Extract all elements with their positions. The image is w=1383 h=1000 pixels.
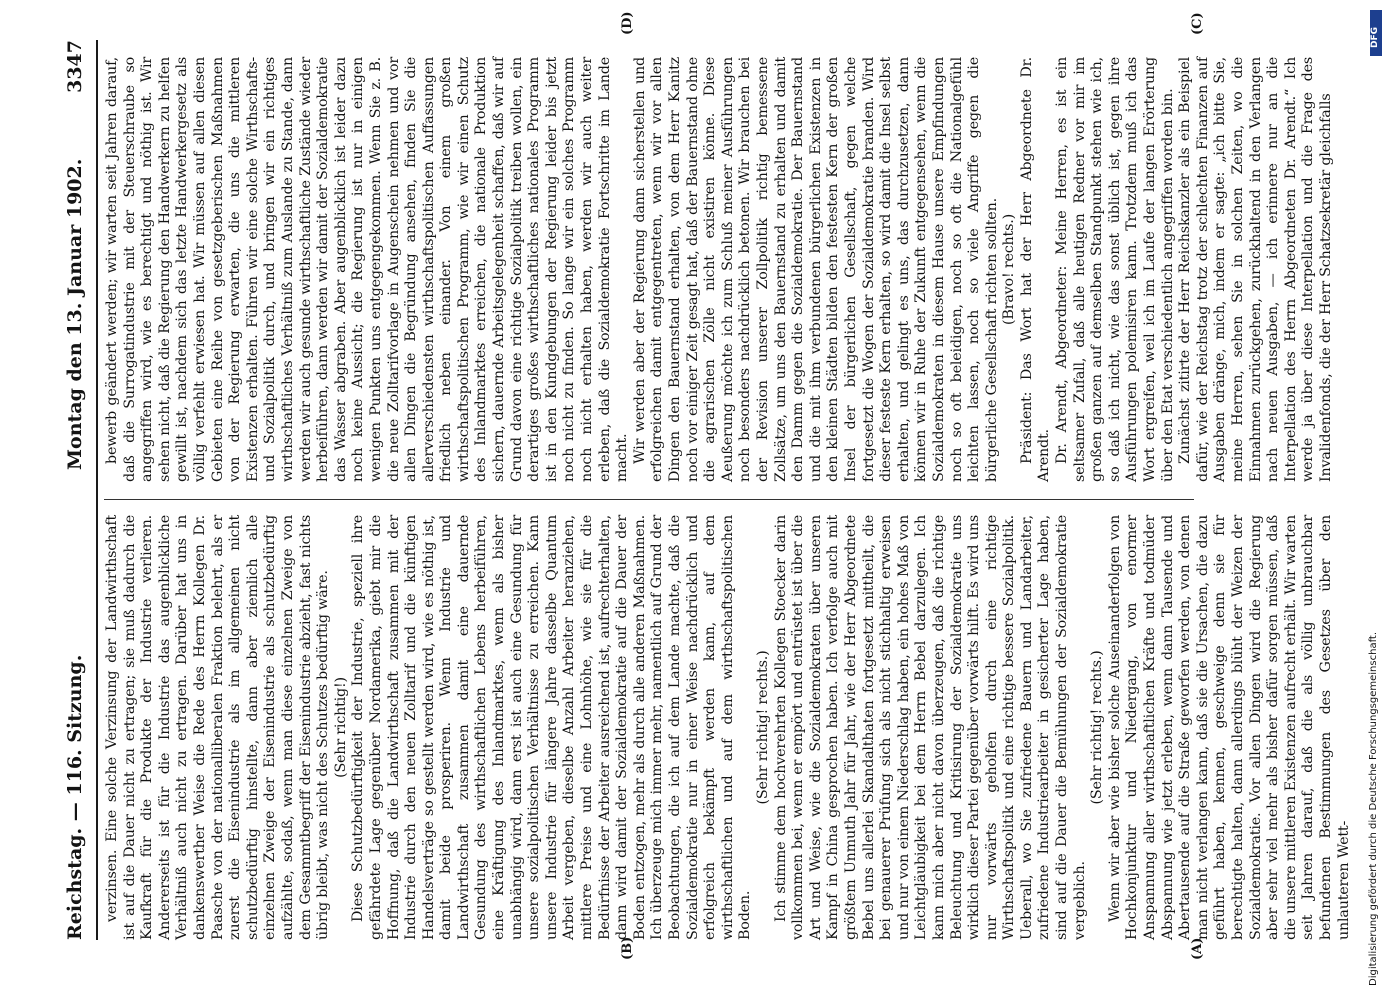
left-paragraph: Diese Schutzbedürftigkeit der Industrie, speziell ihre gefährdete Lage gegenüber Nordamerika, giebt mir die Hoffnung, daß die Landwirthschaft zusammen mit der Industrie durch den neuen Zolltarif und die künftigen Handelsverträge so gestellt werden wird, wie es nöthig ist, damit beide prosperiren. Wenn Industrie und Landwirthschaft zusammen damit eine dauernde Gesundung des wirthschaftlichen Lebens herbeiführen, eine Kräftigung des Inlandmarktes, wenn als bisher unabhängig wird, dann erst ist auch eine Gesundung für unsere sozialpolitischen Verhältnisse zu erreichen. Kann unsere Industrie für längere Jahre dasselbe Quantum Arbeit vergeben, dieselbe Anzahl Arbeiter heranziehen, mittlere Preise und eine Lohnhöhe, wie sie für die Bedürfnisse der Arbeiter ausreichend ist, aufrechterhalten, dann wird damit der Sozialdemokratie auf die Dauer der Boden entzogen, mehr als durch alle anderen Maßnahmen. Ich überzeuge mich immer mehr, namentlich auf Grund der Beobachtungen, die ich auf dem Lande machte, daß die Sozialdemokratie nur in einer Weise nachdrücklich und erfolgreich bekämpft werden kann, auf dem wirthschaftlichen und auf dem wirthschaftspolitischen Boden. bbox=[350, 515, 754, 940]
right-column bbox=[104, 57, 1334, 482]
digitization-credit: Digitalisierung gefördert durch die Deutsche Forschungsgemeinschaft. bbox=[1368, 631, 1379, 986]
right-paragraph: Präsident: Das Wort hat der Herr Abgeordnete Dr. Arendt. bbox=[1018, 57, 1053, 482]
marker-d: (D) bbox=[620, 11, 635, 35]
right-paragraph: bewerb geändert werden; wir warten seit Jahren darauf, daß die Surrogatindustrie mit der Steuerschraube so angegriffen wird, wie es berechtigt und nöthig ist. Wir sehen nicht, daß die Regierung den Handwerkern zu helfen gewillt ist, nachdem sich das letzte Handwerkergesetz als völlig verfehlt erwiesen hat. Wir müssen auf allen diesen Gebieten eine Reihe von gesetzgeberischen Maßnahmen von der Regierung erwarten, die uns die mittleren Existenzen erhalten. Führen wir eine solche Wirthschafts- und Sozialpolitik durch, und bringen wir ein richtiges wirthschaftliches Verhältniß zum Auslande zu Stande, dann werden wir auch gesunde wirthschaftliche Zustände wieder herbeiführen, dann werden wir damit der Sozialdemokratie das Wasser abgraben. Aber augenblicklich ist leider dazu noch keine Aussicht; die Regierung ist nur in einigen wenigen Punkten uns entgegengekommen. Wenn Sie z. B. die neue Zolltarifvorlage in Augenschein nehmen und vor allen Dingen die Begründung ansehen, finden Sie die allerverschiedensten wirthschaftspolitischen Auffassungen friedlich neben einander. Von einem großen wirthschaftspolitischen Programm, wie wir einen Schutz des Inlandmarktes erreichen, die nationale Produktion sichern, dauernde Arbeitsgelegenheit schaffen, daß wir auf Grund davon eine richtige Sozialpolitik treiben wollen, ein derartiges großes wirthschaftliches nationales Programm ist in den Kundgebungen der Regierung leider bis jetzt noch nicht zu finden. So lange wir ein solches Programm noch nicht erhalten haben, werden wir auch weiter erleben, daß die Sozialdemokratie Fortschritte im Lande macht. bbox=[104, 57, 631, 482]
left-paragraph: verzinsen. Eine solche Verzinsung der Landwirthschaft ist auf die Dauer nicht zu ertragen; sie muß dadurch die Kaufkraft für die Produkte der Industrie verlieren. Andererseits ist für die Industrie das augenblickliche Verhältniß auch nicht zu ertragen. Darüber hat uns in dankenswerther Weise die Rede des Herrn Kollegen Dr. Paasche von der nationalliberalen Fraktion belehrt, als er zuerst die Eisenindustrie als im allgemeinen nicht schutzbedürftig hinstellte, dann aber ziemlich alle einzelnen Zweige der Eisenindustrie als schutzbedürftig aufzählte, sodaß, wenn man diese einzelnen Zweige von dem Gesammtbegriff der Eisenindustrie abzieht, fast nichts übrig bleibt, was nicht des Schutzes bedürftig wäre. bbox=[104, 515, 332, 940]
right-paragraph: Dr. Arendt, Abgeordneter: Meine Herren, es ist ein seltsamer Zufall, daß alle heutigen Redner vor mir im großen ganzen auf demselben Standpunkt stehen wie ich, so daß ich nicht, wie das sonst üblich ist, gegen ihre Ausführungen polemisiren kann. Trotzdem muß ich das Wort ergreifen, weil ich im Laufe der langen Erörterung über den Etat verschiedentlich angegriffen worden bin. bbox=[1054, 57, 1176, 482]
marker-c: (C) bbox=[1190, 12, 1205, 35]
column-divider bbox=[104, 499, 1194, 500]
header-rule bbox=[96, 40, 98, 940]
header-date: Montag den 13. Januar 1902. bbox=[64, 158, 86, 470]
dfg-logo bbox=[1370, 10, 1382, 56]
marker-b: (B) bbox=[620, 936, 635, 960]
left-remark: (Sehr richtig! rechts.) bbox=[1089, 650, 1106, 805]
marker-a: (A) bbox=[1190, 937, 1205, 960]
right-paragraph: Zunächst zitirte der Herr Reichskanzler als ein Beispiel dafür, wie der Reichstag trotz der schlechten Finanzen auf Ausgaben dränge, mich, indem er sagte: „ich bitte Sie, meine Herren, sehen Sie in solchen Zeiten, wo die Einnahmen zurückgehen, zurückhaltend in den Verlangen nach neuen Ausgaben, — ich erinnere nur an die Interpellation des Herrn Abgeordneten Dr. Arendt.“ Ich werde ja über diese Interpellation und die Frage des Invalidenfonds, die der Herr Schatzsekretär gleichfalls bbox=[1177, 57, 1334, 482]
right-remark: (Bravo! rechts.) bbox=[1001, 214, 1018, 325]
left-remark: (Sehr richtig! rechts.) bbox=[754, 650, 771, 805]
dfg-logo-text: DFG bbox=[1370, 26, 1380, 48]
page-number: 3347 bbox=[64, 40, 86, 93]
left-column bbox=[104, 515, 1352, 940]
header-left: Reichstag. — 116. Sitzung. bbox=[64, 654, 86, 940]
right-paragraph: Wir werden aber der Regierung dann sicherstellen und erfolgreichen damit entgegentreten, wenn wir vor allen Dingen den Bauernstand erhalten, von dem Herr Kanitz noch vor einiger Zeit gesagt hat, daß der Bauernstand ohne die agrarischen Zölle nicht existiren könne. Diese Aeußerung möchte ich zum Schluß meiner Ausführungen noch besonders nachdrücklich betonen. Wir brauchen bei der Revision unserer Zollpolitik richtig bemessene Zollsätze, um uns den Bauernstand zu erhalten und damit den Damm gegen die Sozialdemokratie. Der Bauernstand und die mit ihm verbundenen bürgerlichen Existenzen in den kleinen Städten bilden den festesten Kern der großen Insel der bürgerlichen Gesellschaft, gegen welche fortgesetzt die Wogen der Sozialdemokratie branden. Wird dieser festeste Kern erhalten, so wird damit die Insel selbst erhalten, und gelingt es uns, das durchzusetzen, dann können wir in Ruhe der Zukunft entgegensehen, wenn die Sozialdemokraten in diesem Hause unsere Empfindungen noch so oft beleidigen, noch so oft die Nationalgefühl leichten lassen, noch so viele Angriffe gegen die bürgerliche Gesellschaft richten sollten. bbox=[631, 57, 1000, 482]
left-remark: (Sehr richtig!) bbox=[332, 677, 349, 778]
left-paragraph: Wenn wir aber wie bisher solche Auseinanderfolgen von Hochkonjunktur und Niedergang, von enormer Anspannung aller wirthschaftlichen Kräfte und todmüder Abspannung wie jetzt erleben, wenn dann Tausende und Abertausende auf die Straße geworfen werden, von denen man nicht verlangen kann, daß sie die Ursachen, die dazu geführt haben, kennen, geschweige denn sie für berechtigte halten, dann allerdings blüht der Weizen der Sozialdemokratie. Vor allen Dingen wird die Regierung aber sehr viel mehr als bisher dafür sorgen müssen, daß die unsere mittleren Existenzen aufrecht erhält. Wir warten seit Jahren darauf, daß die als völlig unbrauchbar befundenen Bestimmungen des Gesetzes über den unlauteren Wett- bbox=[1106, 515, 1352, 940]
left-paragraph: Ich stimme dem hochverehrten Kollegen Stoecker darin vollkommen bei, wenn er empört und entrüstet ist über die Art und Weise, wie die Sozialdemokraten über unseren Kampf in China gesprochen haben. Ich verfolge auch mit größtem Unmuth Jahr für Jahr, wie der Herr Abgeordnete Bebel uns allerlei Skandalthaten fortgesetzt mittheilt, die bei genauerer Prüfung sich als nicht stichhaltig erweisen und nur von einem Niederschlag haben, ein hohes Maß von Leichtgläubigkeit bei dem Herrn Bebel darzulegen. Ich kann mich aber nicht davon überzeugen, daß die richtige Beleuchtung und Kritisirung der Sozialdemokratie uns wirklich dieser Partei gegenüber vorwärts hilft. Es wird uns nur vorwärts geholfen durch eine richtige Wirthschaftspolitik und eine richtige bessere Sozialpolitik. Ueberall, wo Sie zufriedene Bauern und Landarbeiter, zufriedene Industriearbeiter in gesicherter Lage haben, sind auf die Dauer die Bemühungen der Sozialdemokratie vergeblich. bbox=[772, 515, 1088, 940]
page-header bbox=[58, 40, 92, 940]
